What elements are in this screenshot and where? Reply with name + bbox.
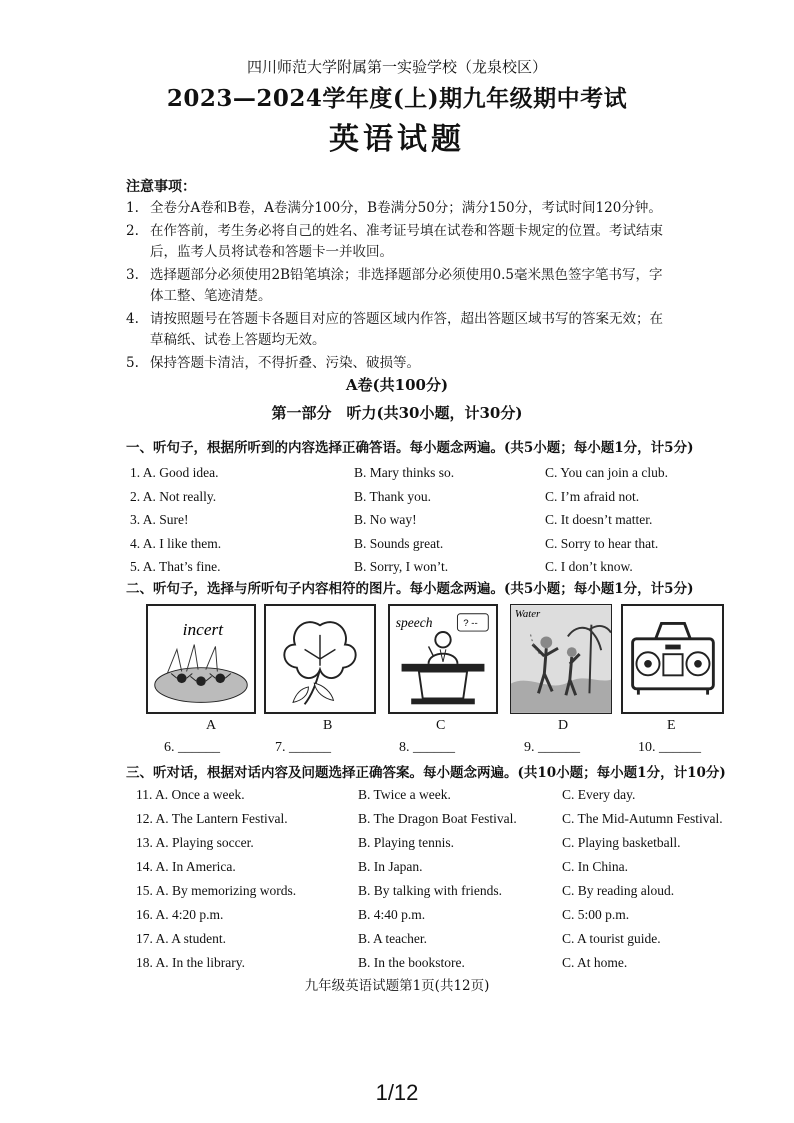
option-c: C. Playing basketball. — [562, 835, 681, 850]
picture-b-label: B — [323, 718, 333, 733]
part-a-heading: A卷(共100分) — [345, 376, 449, 394]
picture-d-caption: Water — [514, 607, 541, 620]
option-c: C. At home. — [562, 955, 628, 970]
water-festival-icon — [511, 605, 611, 713]
option-c: C. I’m afraid not. — [545, 488, 640, 504]
option-a: 13. A. Playing soccer. — [136, 835, 254, 850]
option-a: 3. A. Sure! — [130, 512, 189, 527]
option-c: C. Every day. — [562, 787, 636, 802]
option-b: B. Playing tennis. — [358, 835, 455, 850]
picture-c — [388, 604, 498, 714]
option-a: 14. A. In America. — [136, 859, 236, 874]
option-b: B. Sorry, I won’t. — [354, 559, 449, 574]
option-c: C. Sorry to hear that. — [545, 535, 659, 551]
option-b: B. Twice a week. — [358, 787, 451, 802]
insects-icon — [148, 606, 254, 712]
notice-text: 在作答前，考生务必将自己的姓名、准考证号填在试卷和答题卡规定的位置。考试结束 — [150, 223, 663, 239]
notice-number: 2. — [126, 223, 139, 239]
radio-icon — [623, 606, 722, 712]
option-a: 16. A. 4:20 p.m. — [136, 907, 224, 922]
school-name: 四川师范大学附属第一实验学校（龙泉校区） — [246, 58, 547, 76]
option-b: B. Mary thinks so. — [354, 465, 455, 480]
option-a: 1. A. Good idea. — [130, 465, 219, 480]
notice-text: 体工整、笔迹清楚。 — [150, 288, 272, 304]
notice-text: 后，监考人员将试卷和答题卡一并收回。 — [150, 244, 393, 260]
option-b: B. A teacher. — [358, 931, 427, 946]
section2-instruction: 二、听句子，选择与所听句子内容相符的图片。每小题念两遍。(共5小题；每小题1分，计5分) — [126, 581, 694, 597]
page-footer: 九年级英语试题第1页(共12页) — [304, 978, 490, 994]
answer-blank-6: 6. ______ — [164, 740, 220, 755]
cotton-icon — [266, 606, 374, 712]
page-indicator: 1/12 — [375, 1080, 419, 1105]
notice-item — [126, 221, 766, 263]
option-b: B. Sounds great. — [354, 535, 444, 551]
exam-title: 2023—2024学年度(上)期九年级期中考试 — [166, 85, 628, 112]
option-a: 2. A. Not really. — [130, 488, 217, 504]
speaker-podium-icon — [390, 606, 496, 712]
notice-text: 选择题部分必须使用2B铅笔填涂；非选择题部分必须使用0.5毫米黑色签字笔书写，字 — [150, 267, 663, 283]
option-c: C. By reading aloud. — [562, 883, 675, 898]
answer-blank-10: 10. ______ — [638, 740, 701, 755]
section3-instruction: 三、听对话，根据对话内容及问题选择正确答案。每小题念两遍。(共10小题；每小题1分，计10分) — [126, 765, 726, 781]
picture-c-label: C — [436, 718, 446, 733]
option-c: C. I don’t know. — [545, 559, 633, 574]
option-a: 12. A. The Lantern Festival. — [136, 811, 288, 826]
notice-item — [126, 198, 766, 219]
option-b: B. The Dragon Boat Festival. — [358, 811, 517, 826]
option-a: 15. A. By memorizing words. — [136, 883, 297, 898]
answer-blank-7: 7. ______ — [275, 740, 331, 755]
option-b: B. Thank you. — [354, 488, 431, 504]
picture-c-caption: speech — [395, 615, 433, 631]
option-b: B. In Japan. — [358, 859, 423, 874]
picture-b — [264, 604, 376, 714]
picture-d — [510, 604, 612, 714]
option-b: B. In the bookstore. — [358, 955, 465, 970]
svg-text:? --: ? -- — [463, 618, 478, 630]
option-c: C. It doesn’t matter. — [545, 512, 653, 527]
notice-number: 5. — [126, 355, 139, 371]
answer-blank-8: 8. ______ — [399, 740, 455, 755]
notice-item — [126, 309, 766, 351]
option-c: C. The Mid-Autumn Festival. — [562, 811, 723, 826]
option-c: C. You can join a club. — [545, 465, 668, 480]
notice-item — [126, 353, 766, 374]
option-b: B. By talking with friends. — [358, 883, 502, 898]
option-b: B. 4:40 p.m. — [358, 907, 426, 922]
subject-title: 英语试题 — [329, 122, 465, 157]
answer-blank-9: 9. ______ — [524, 740, 580, 755]
picture-a-label: A — [206, 718, 217, 733]
option-c: C. 5:00 p.m. — [562, 907, 630, 922]
notice-text: 全卷分A卷和B卷，A卷满分100分，B卷满分50分；满分150分，考试时间120分钟。 — [150, 200, 662, 216]
notice-item — [126, 265, 766, 307]
option-a: 4. A. I like them. — [130, 535, 222, 551]
option-b: B. No way! — [354, 512, 417, 527]
notice-text: 保持答题卡清洁，不得折叠、污染、破损等。 — [150, 355, 420, 371]
picture-a-caption: incert — [182, 619, 224, 639]
section1-instruction: 一、听句子，根据所听到的内容选择正确答语。每小题念两遍。(共5小题；每小题1分，计5分) — [126, 440, 694, 456]
option-a: 17. A. A student. — [136, 931, 227, 946]
picture-d-label: D — [558, 718, 569, 733]
picture-e — [621, 604, 724, 714]
picture-e-label: E — [667, 718, 676, 733]
picture-a — [146, 604, 256, 714]
option-a: 5. A. That’s fine. — [130, 559, 221, 574]
option-c: C. In China. — [562, 859, 628, 874]
option-a: 18. A. In the library. — [136, 955, 245, 970]
notice-text: 草稿纸、试卷上答题均无效。 — [150, 332, 326, 348]
option-c: C. A tourist guide. — [562, 931, 661, 946]
option-a: 11. A. Once a week. — [136, 787, 245, 802]
notice-number: 4. — [126, 311, 139, 327]
notice-text: 请按照题号在答题卡各题目对应的答题区域内作答，超出答题区域书写的答案无效；在 — [150, 311, 663, 327]
notice-heading: 注意事项： — [126, 179, 196, 195]
notice-number: 1. — [126, 200, 139, 216]
part-1-heading: 第一部分 听力(共30小题，计30分) — [271, 404, 523, 422]
notice-number: 3. — [126, 267, 139, 283]
